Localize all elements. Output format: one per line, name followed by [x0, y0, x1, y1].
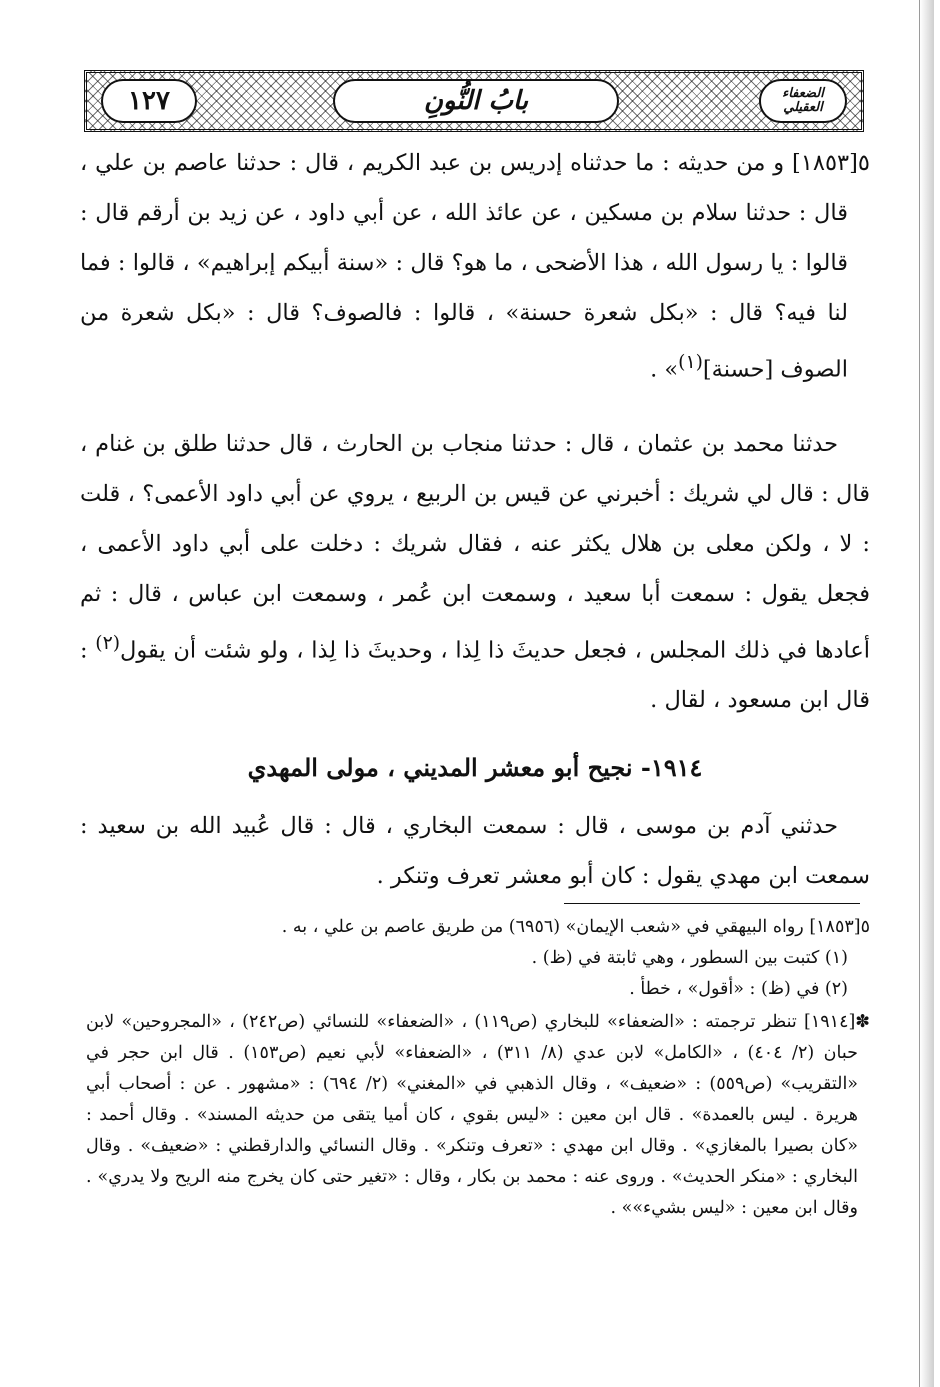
footnote-ref-1[interactable]: (١): [678, 352, 703, 373]
footnote-1914: ✽[١٩١٤] تنظر ترجمته : «الضعفاء» للبخاري (ص١١٩) ، «الضعفاء» للنسائي (ص٢٤٢) ، «المجروحين» لابن حبان (٢/ ٤٠٤) ، «الكامل» لابن عدي (٨/ ٣١١) ، «الضعفاء» لأبي نعيم (ص١٥٣) . قال ابن حجر في «التقريب» (ص٥٥٩) : «ضعيف» ، وقال الذهبي في «المغني» (٢/ ٦٩٤) : «مشهور . عن : أصحاب أبي هريرة . ليس بالعمدة» . قال ابن معين : «ليس بقوي ، كان أميا يتقى من حديثه المسند» . وقال أحمد : «كان بصيرا بالمغازي» . وقال ابن مهدي : «تعرف وتنكر» . وقال النسائي والدارقطني : «ضعيف» . وقال البخاري : «منكر الحديث» . وروى عنه : محمد بن بكار ، وقال : «تغير حتى كان يخرج منه الريح ولا يدري» . وقال ابن معين : «ليس بشيء»» .: [86, 1012, 870, 1218]
footnote-ref-2[interactable]: (٢): [95, 632, 121, 654]
footnotes: [86, 912, 870, 1224]
chapter-title-cartouche: [333, 79, 619, 123]
book-logo-cartouche: [759, 79, 847, 123]
hadith-1853: ٥[١٨٥٣] و من حديثه : ما حدثناه إدريس بن عبد الكريم ، قال : حدثنا عاصم بن علي ، قال : حدثنا سلام بن مسكين ، عن عائذ الله ، عن أبي داود ، عن زيد بن أرقم قال : قالوا : يا رسول الله ، هذا الأضحى ، ما هو؟ قال : «سنة أبيكم إبراهيم» ، قالوا : فما لنا فيه؟ قال : «بكل شعرة حسنة» ، قالوا : فالصوف؟ قال : «بكل شعرة من الصوف [حسنة]$^{(١)}$» .: [80, 150, 870, 383]
section-title-1914: ١٩١٤- نجيح أبو معشر المديني ، مولى المهدي: [247, 753, 703, 782]
main-text: [80, 138, 870, 901]
page-header-band: [84, 70, 864, 132]
footnote-1853: ٥[١٨٥٣] رواه البيهقي في «شعب الإيمان» (٦٩٥٦) من طريق عاصم بن علي ، به .: [281, 917, 870, 937]
footnote-divider: [564, 903, 860, 904]
paragraph-abu-dawud: حدثنا محمد بن عثمان ، قال : حدثنا منجاب بن الحارث ، قال حدثنا طلق بن غنام ، قال : قال لي شريك : أخبرني عن قيس بن الربيع ، يروي عن أبي داود الأعمى؟ ، قلت : لا ، ولكن معلى بن هلال يكثر عنه ، فقال شريك : دخلت على أبي داود الأعمى ، فجعل يقول : سمعت أبا سعيد ، وسمعت ابن عُمر ، وسمعت ابن عباس ، قال : ثم أعادها في ذلك المجلس ، فجعل حديثَ ذا لِذا ، وحديثَ ذا لِذا ، ولو شئت أن يقول$^{(٢)}$ : قال ابن مسعود ، لقال .: [80, 430, 870, 713]
footnote-2: (٢) في (ظ) : «أقول» ، خطأ .: [629, 979, 848, 999]
page-number: ١٢٧: [128, 86, 170, 116]
book-logo-text: الضعفاء العقيلي: [782, 86, 824, 115]
chapter-title: بابُ النُّونِ: [423, 86, 529, 116]
page-number-cartouche: [101, 79, 197, 123]
paragraph-abu-mashar: حدثني آدم بن موسى ، قال : سمعت البخاري ، قال : قال عُبيد الله بن سعيد : سمعت ابن مهدي يقول : كان أبو معشر تعرف وتنكر .: [80, 813, 870, 889]
footnote-1: (١) كتبت بين السطور ، وهي ثابتة في (ظ) .: [531, 948, 848, 968]
